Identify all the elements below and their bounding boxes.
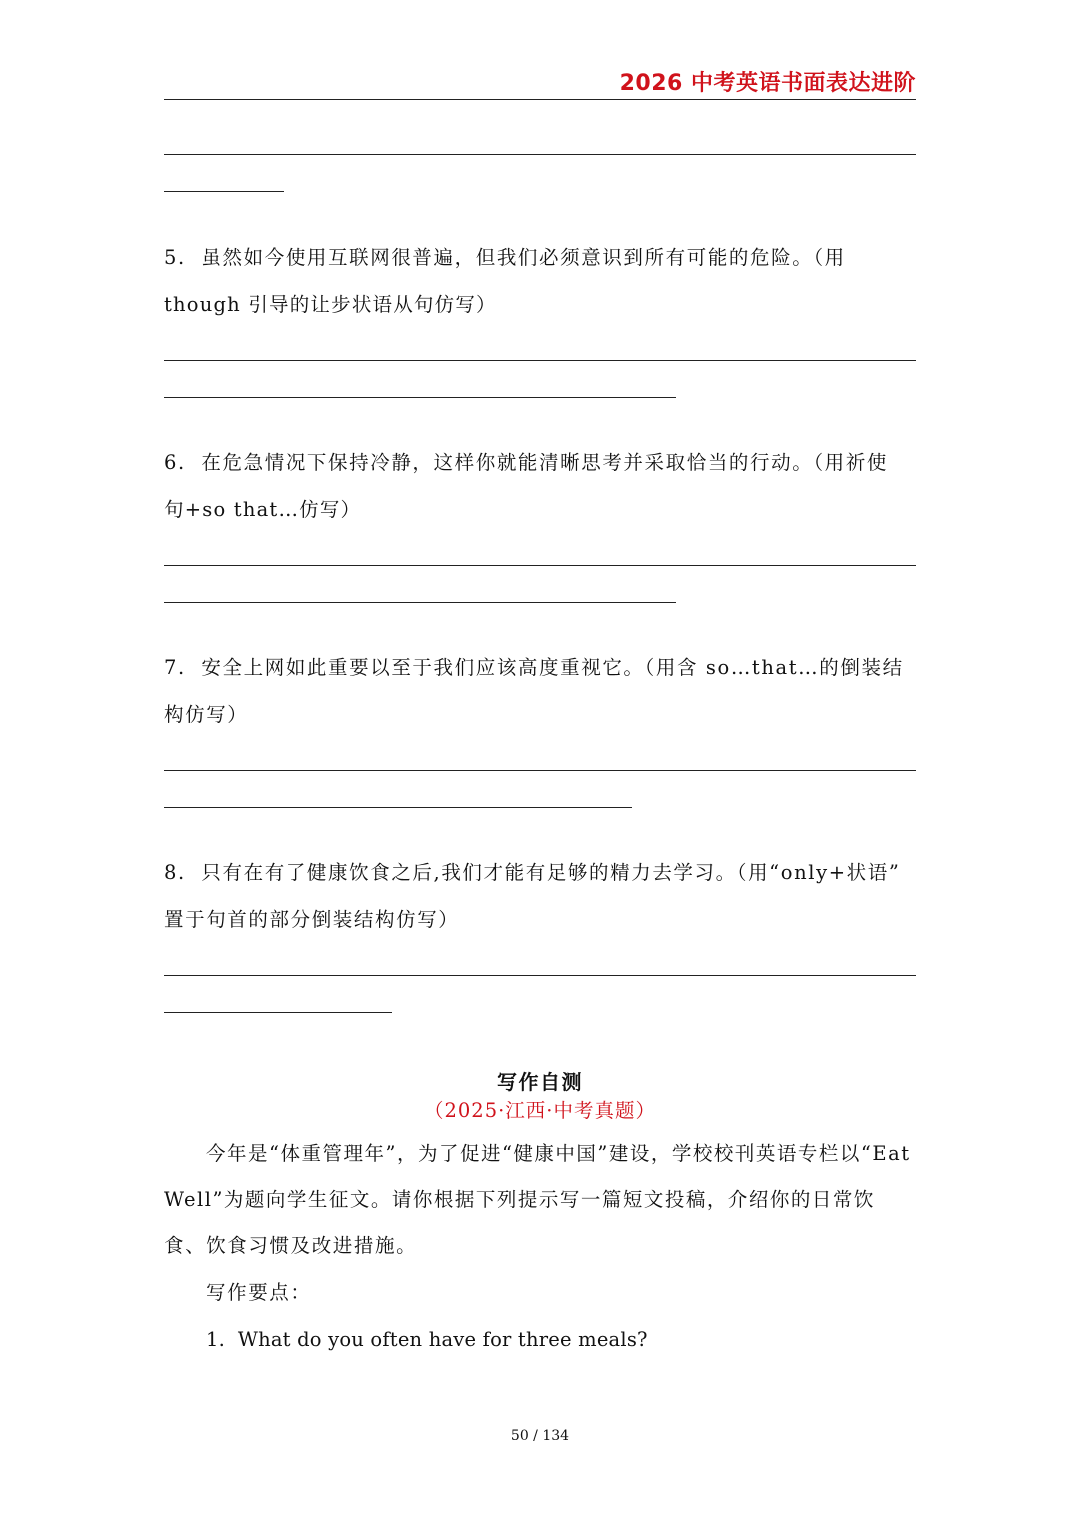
question-6-line-2: 句+so that…仿写） bbox=[164, 498, 362, 521]
answer-line bbox=[164, 397, 676, 398]
question-8-line-2: 置于句首的部分倒装结构仿写） bbox=[164, 908, 460, 931]
question-number: 5. bbox=[164, 246, 186, 269]
answer-line bbox=[164, 360, 916, 361]
question-5-line-1 bbox=[164, 246, 916, 270]
intro-paragraph-line-2: Well”为题向学生征文。请你根据下列提示写一篇短文投稿，介绍你的日常饮 bbox=[164, 1188, 875, 1211]
answer-line bbox=[164, 807, 632, 808]
question-text: 在危急情况下保持冷静，这样你就能清晰思考并采取恰当的行动。（用祈使 bbox=[201, 451, 888, 474]
question-7-line-2: 构仿写） bbox=[164, 703, 249, 726]
question-7-line-1 bbox=[164, 656, 916, 680]
question-8-line-1 bbox=[164, 861, 916, 885]
answer-line bbox=[164, 565, 916, 566]
point-text: What do you often have for three meals? bbox=[237, 1328, 648, 1351]
question-text: 只有在有了健康饮食之后,我们才能有足够的精力去学习。（用“only+状语” bbox=[201, 861, 901, 884]
question-text: 虽然如今使用互联网很普遍，但我们必须意识到所有可能的危险。（用 bbox=[201, 246, 846, 269]
question-number: 7. bbox=[164, 656, 186, 679]
intro-paragraph-line-3: 食、饮食习惯及改进措施。 bbox=[164, 1234, 418, 1257]
question-5-line-2: though 引导的让步状语从句仿写） bbox=[164, 293, 497, 316]
answer-line bbox=[164, 154, 916, 155]
answer-line bbox=[164, 770, 916, 771]
point-number: 1. bbox=[206, 1328, 226, 1351]
section-title: 写作自测 bbox=[497, 1070, 583, 1094]
question-6-line-1 bbox=[164, 451, 916, 475]
answer-line bbox=[164, 975, 916, 976]
writing-point-1 bbox=[206, 1328, 958, 1352]
section-source: （2025·江西·中考真题） bbox=[423, 1099, 657, 1122]
intro-paragraph-line-1: 今年是“体重管理年”，为了促进“健康中国”建设，学校校刊英语专栏以“Eat bbox=[206, 1142, 911, 1165]
header-divider bbox=[164, 99, 916, 100]
document-header-title: 2026 中考英语书面表达进阶 bbox=[619, 71, 916, 96]
answer-line bbox=[164, 1012, 392, 1013]
question-text: 安全上网如此重要以至于我们应该高度重视它。（用含 so…that…的倒装结 bbox=[201, 656, 904, 679]
writing-points-label: 写作要点： bbox=[206, 1281, 312, 1304]
question-number: 8. bbox=[164, 861, 186, 884]
question-number: 6. bbox=[164, 451, 186, 474]
answer-line bbox=[164, 191, 284, 192]
answer-line bbox=[164, 602, 676, 603]
page-number: 50 / 134 bbox=[510, 1428, 570, 1444]
